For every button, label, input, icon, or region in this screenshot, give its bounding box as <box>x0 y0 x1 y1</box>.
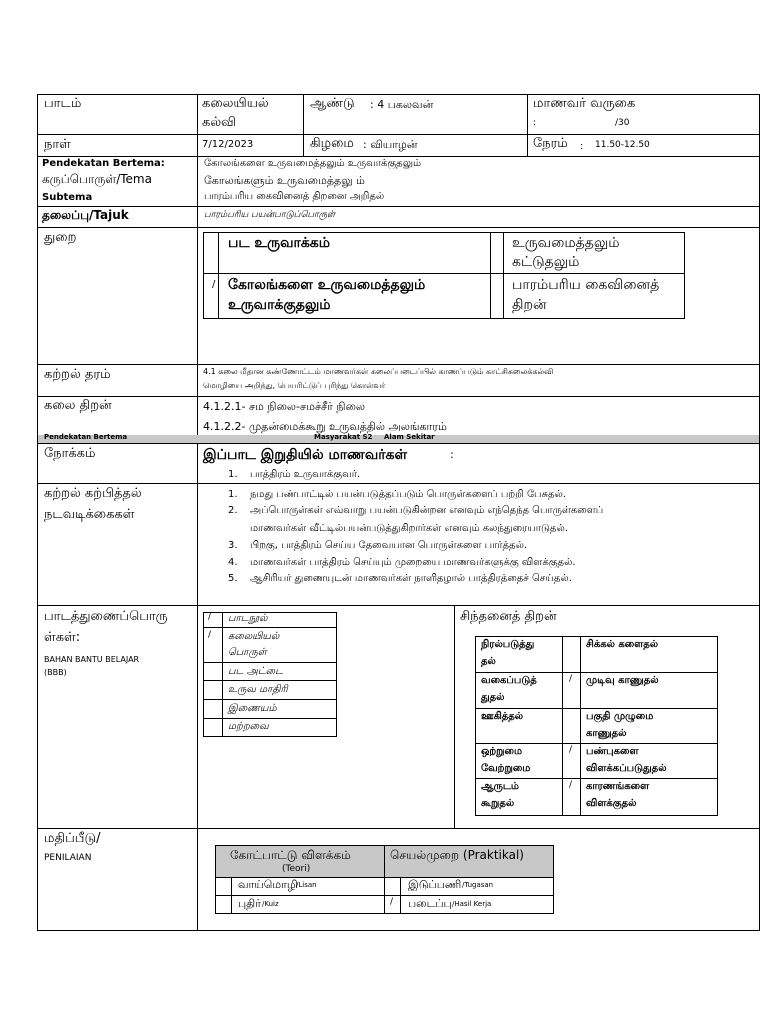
rule <box>37 227 760 228</box>
activity-num: 1. <box>228 489 238 500</box>
thinking-heading: சிந்தனைத் திறன் <box>460 609 557 624</box>
rule <box>37 364 760 365</box>
thinking-item: கூறுதல் <box>481 798 515 809</box>
field-item: உருவமைத்தலும் <box>512 235 620 251</box>
year-value: : 4 பகலவன் <box>370 98 434 111</box>
assessment-item: புதிர் <box>238 897 261 910</box>
theme-value: கோலங்களும் உருவமைத்தலு ம் <box>204 174 365 187</box>
attendance-colon: : <box>533 118 537 128</box>
objective-colon: : <box>450 448 454 461</box>
standard-text: 4.1 கலை மீதான கண்ணோட்டம் மாணவர்கள் கலைப்படைப்பில் காணப்படும் காட்சிகலைக்கல்வி <box>203 367 554 376</box>
thinking-grid-row <box>475 743 718 744</box>
thinking-item: பகுதி முழுமை <box>586 711 654 722</box>
assessment-item: வாய்மொழி <box>238 878 298 891</box>
attendance-value: /30 <box>615 118 630 128</box>
practical-head: செயல்முறை (Praktikal) <box>390 848 524 862</box>
assessment-item: இடுப்பணி <box>408 878 462 891</box>
assessment-item-ms: /Kuiz <box>262 900 279 908</box>
material-item: உருவ மாதிரி <box>228 684 288 695</box>
materials-label: ள்கள்: <box>44 630 81 645</box>
time-colon: : <box>580 141 584 152</box>
rule-bottom <box>37 930 760 931</box>
rule-right <box>759 94 760 931</box>
rule <box>37 828 760 829</box>
activity-num: 3. <box>228 540 238 551</box>
activity-num: 4. <box>228 557 238 568</box>
rule-col <box>303 94 304 156</box>
materials-grid-row <box>203 627 337 628</box>
thinking-grid-row <box>475 672 718 673</box>
subtheme-label: Subtema <box>42 192 93 203</box>
activity-text: அப்பொருள்கள் எவ்வாறு பயன்படுகின்றன எனவும் எந்தெந்த பொருள்களைப் <box>250 505 604 516</box>
rule <box>37 483 760 484</box>
materials-label-ms: BAHAN BANTU BELAJAR <box>44 655 140 664</box>
material-item: பாடநூல் <box>228 613 268 624</box>
rule <box>37 605 760 606</box>
title-label: தலைப்பு/Tajuk <box>42 208 129 222</box>
subtheme-value: பாரம்பரிய கைவினைத் திறனை அறிதல் <box>204 191 385 202</box>
materials-label-ms: (BBB) <box>44 668 67 677</box>
standard-label: கற்றல் தரம் <box>44 367 111 382</box>
rule <box>37 396 760 397</box>
field-item: கோலங்களை உருவமைத்தலும் <box>228 277 426 293</box>
field-label: துறை <box>44 230 77 245</box>
attendance-label: மாணவர் வருகை <box>533 96 636 111</box>
assessment-mark: / <box>390 897 394 907</box>
assessment-label: மதிப்பீடு/ <box>44 831 101 846</box>
standard-text: மொழியை அறிந்து, பெயரிட்டுப் புரிந்து கொள்வர் <box>203 381 386 390</box>
field-grid-row <box>203 273 685 274</box>
field-grid-col <box>503 232 504 319</box>
materials-grid-row <box>203 662 337 663</box>
time-range: 11.50-12.50 <box>595 140 650 150</box>
rule-col <box>527 94 528 156</box>
thinking-item: காணுதல் <box>586 728 627 739</box>
activity-text: நமது பண்பாட்டில் பயன்படுத்தப்படும் பொருள்களைப் பற்றி பேசுதல். <box>250 489 567 500</box>
day-label: கிழமை <box>310 136 354 151</box>
objective-item: பாத்திரம் உருவாக்குவர். <box>250 469 361 480</box>
thinking-item: நிரல்படுத்து <box>481 639 535 650</box>
thinking-item: ஒற்றுமை <box>481 746 523 757</box>
year-label: ஆண்டு <box>310 96 355 111</box>
activity-text: ஆசிரியர் துணையுடன் மாணவர்கள் நாளிதழால் பாத்திரத்தைச் செய்தல். <box>250 573 572 584</box>
thinking-grid-col <box>562 636 563 816</box>
title-value: பாரம்பரிய பயன்பாடுப்பொருள் <box>204 210 336 220</box>
materials-grid-row <box>203 680 337 681</box>
field-mark: / <box>212 279 216 290</box>
rule <box>37 206 760 207</box>
field-item: கட்டுதலும் <box>512 254 580 270</box>
activity-text: மாணவர்கள் பாத்திரம் செய்யும் முறையை மாணவர்களுக்கு விளக்குதல். <box>250 557 576 568</box>
objective-label: நோக்கம் <box>44 446 96 461</box>
skill-label: கலை திறன் <box>44 398 112 413</box>
activity-text: பிறகு, பாத்திரம் செய்ய தேவையான பொருள்களை பார்த்தல். <box>250 540 528 551</box>
activities-label: கற்றல் கற்பித்தல் <box>44 486 142 501</box>
material-item: கலையியல் <box>228 631 280 642</box>
field-grid-col <box>218 232 219 319</box>
material-item: பொருள் <box>228 647 267 658</box>
approach-label: Pendekatan Bertema: <box>42 158 165 169</box>
assessment-grid-col <box>384 845 385 914</box>
activities-label: நடவடிக்கைகள் <box>44 507 135 522</box>
thinking-grid-row <box>475 778 718 779</box>
assessment-label-ms: PENILAIAN <box>44 853 92 863</box>
thinking-item: முடிவு காணுதல் <box>586 675 659 686</box>
rule <box>37 134 760 135</box>
rule-top <box>37 94 760 95</box>
field-item: பாரம்பரிய கைவினைத் <box>512 277 660 293</box>
thinking-mark: / <box>569 745 573 755</box>
assessment-item-ms: /Hasil Kerja <box>452 900 492 908</box>
thinking-item: பண்புகளை <box>586 746 639 757</box>
skill-item: 4.1.2.2- முதன்மைக்கூறு உருவத்தில் அலங்காரம் <box>203 420 447 433</box>
thinking-item: விளக்கப்படுதுதல் <box>586 763 667 774</box>
thinking-mark: / <box>569 674 573 684</box>
subject-value: கலையியல் <box>202 96 269 111</box>
materials-grid-row <box>203 699 337 700</box>
thinking-item: வேற்றுமை <box>481 763 531 774</box>
rule-col <box>454 606 455 828</box>
band-approach: Pendekatan Bertema <box>44 433 128 441</box>
approach-value: கோலங்களை உருவமைத்தலும் உருவாக்குதலும் <box>204 158 422 169</box>
assessment-grid-col <box>231 877 232 914</box>
thinking-item: விளக்குதல் <box>586 798 637 809</box>
assessment-grid-col <box>400 877 401 914</box>
objective-heading: இப்பாட இறுதியில் மாணவர்கள் <box>203 447 408 463</box>
thinking-item: ஆருடம் <box>481 781 519 792</box>
material-mark: / <box>208 630 212 640</box>
time-label: நேரம் <box>533 136 568 151</box>
theory-head: கோட்பாட்டு விளக்கம் <box>230 848 351 862</box>
subject-value: கல்வி <box>202 115 236 130</box>
activity-num: 2. <box>228 505 238 516</box>
band-community: Masyarakat S2 <box>314 433 373 441</box>
thinking-mark: / <box>569 780 573 790</box>
field-item: திறன் <box>512 297 547 313</box>
date-label: நாள் <box>44 137 71 152</box>
field-grid-col <box>490 232 491 319</box>
assessment-item: படைப்பு <box>408 897 452 910</box>
assessment-item-ms: /Tugasan <box>462 881 494 889</box>
thinking-grid-col <box>580 636 581 816</box>
assessment-item-ms: /Lisan <box>296 881 317 889</box>
material-item: பட அட்டை <box>228 666 284 677</box>
skill-item: 4.1.2.1- சம நிலை-சமச்சீர் நிலை <box>203 400 366 413</box>
thinking-item: சிக்கல் களைதல் <box>586 639 659 650</box>
field-item: உருவாக்குதலும் <box>228 297 331 313</box>
thinking-item: துதல் <box>481 692 505 703</box>
thinking-item: வகைப்படுத் <box>481 675 537 686</box>
band-environment: Alam Sekitar <box>384 433 435 441</box>
theory-sub: (Teori) <box>282 864 311 874</box>
rule-left <box>37 94 38 931</box>
rule-col <box>197 94 198 931</box>
theme-label: கருப்பொருள்/Tema <box>42 172 152 186</box>
material-item: இணையம் <box>228 703 277 714</box>
thinking-item: தல் <box>481 656 496 667</box>
rule <box>37 443 760 444</box>
date-value: 7/12/2023 <box>202 139 254 150</box>
thinking-grid-row <box>475 708 718 709</box>
materials-grid-row <box>203 718 337 719</box>
field-item: பட உருவாக்கம் <box>228 235 330 251</box>
material-mark: / <box>208 612 212 622</box>
day-value: : வியாழன் <box>363 138 418 151</box>
materials-label: பாடத்துணைப்பொரு <box>44 609 168 624</box>
material-item: மற்றவை <box>228 721 269 732</box>
activity-num: 5. <box>228 573 238 584</box>
thinking-item: ஊகித்தல் <box>481 711 524 722</box>
activity-text: மாணவர்கள் வீட்டில்பயன்படுத்துகிறார்கள் எனவும் கலந்துரையாடுதல். <box>250 523 568 534</box>
thinking-item: காரணங்களை <box>586 781 650 792</box>
subject-label: பாடம் <box>44 96 82 111</box>
objective-num: 1. <box>228 469 238 480</box>
